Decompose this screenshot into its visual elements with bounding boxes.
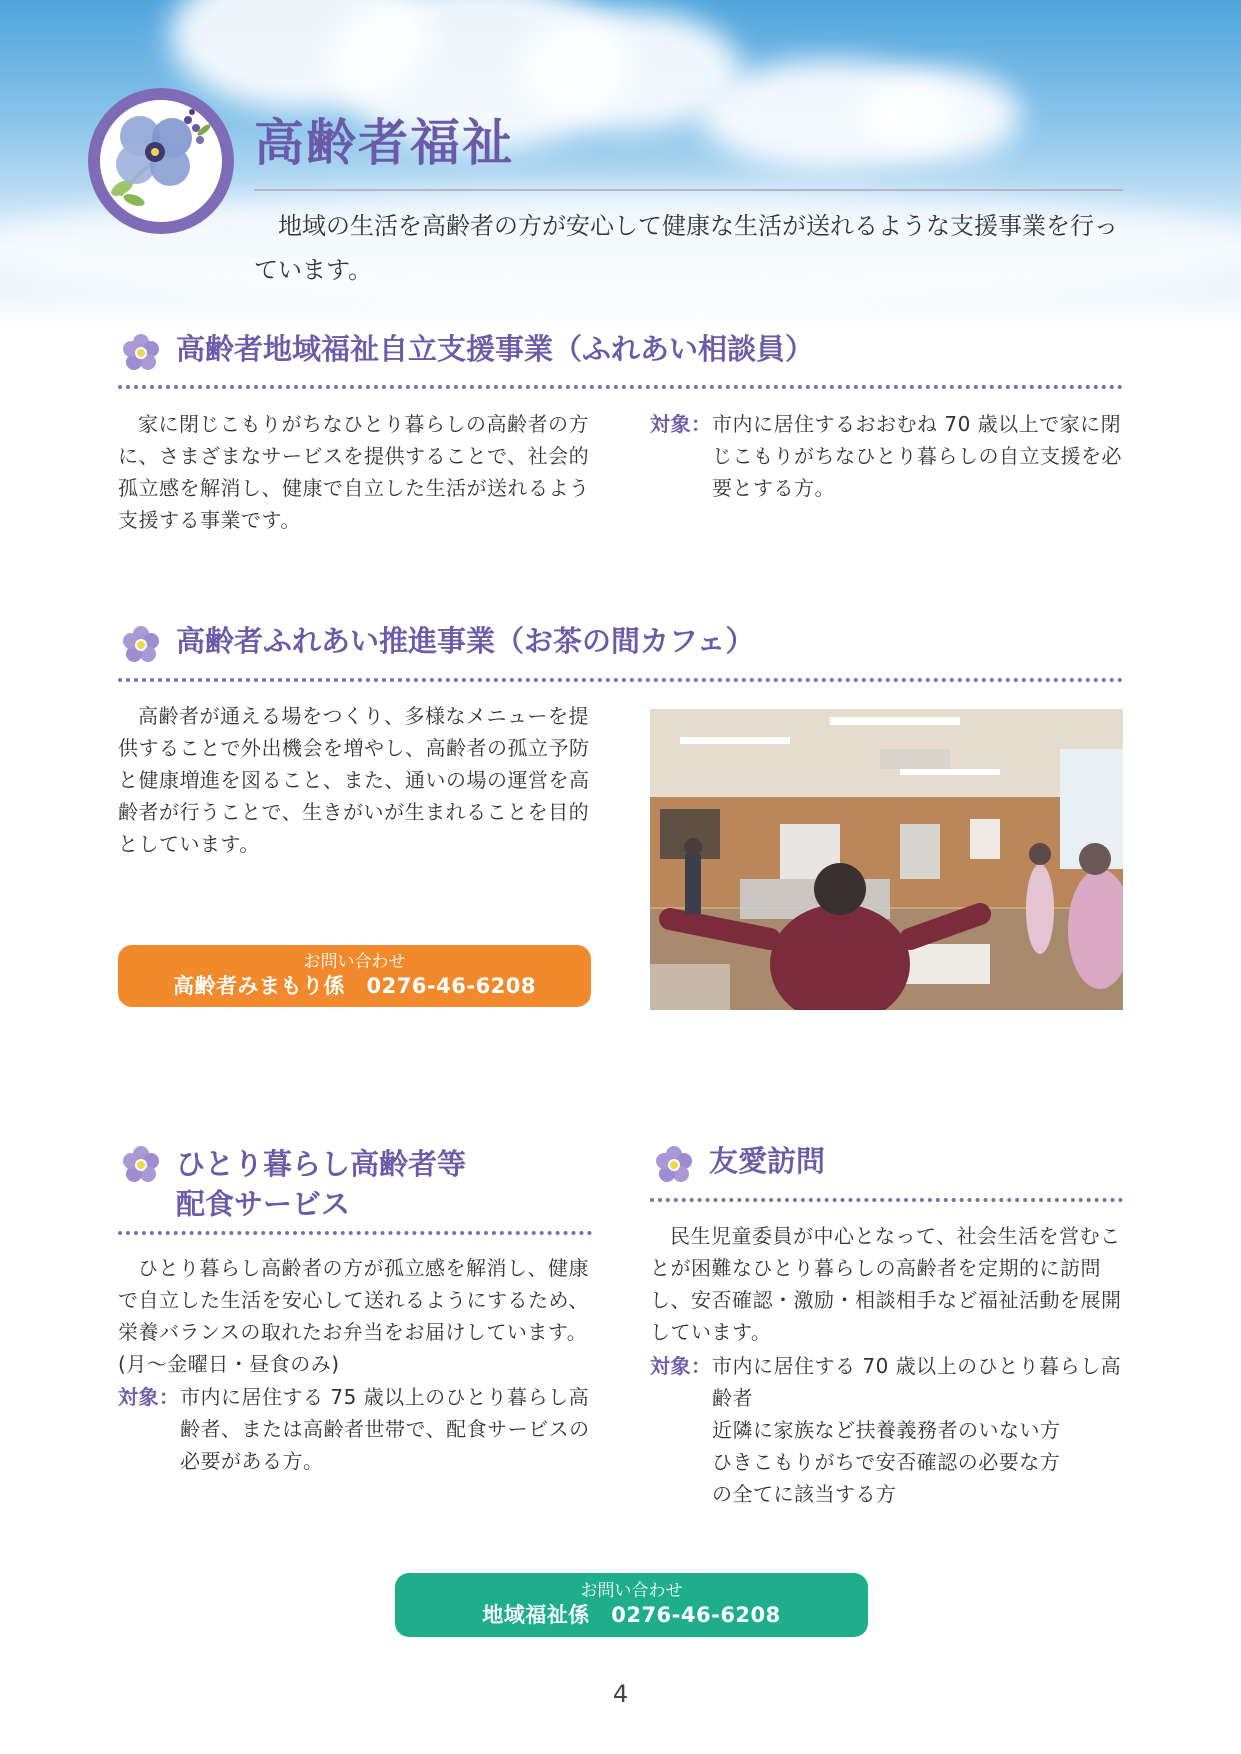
target-line: の全てに該当する方	[712, 1482, 897, 1506]
section-title: 高齢者地域福祉自立支援事業（ふれあい相談員）	[176, 332, 815, 366]
contact-box-mimamori	[118, 945, 591, 1007]
dotted-divider	[118, 1231, 592, 1235]
dotted-divider	[650, 1198, 1123, 1202]
dotted-divider	[118, 678, 1123, 682]
flower-illustration	[100, 100, 222, 222]
intro-text: 地域の生活を高齢者の方が安心して健康な生活が送れるような支援事業を行っています。	[254, 212, 1118, 284]
target-line: 市内に居住する 75 歳以上のひとり暮らし高齢者、または高齢者世帯で、配食サービスの必要がある方。	[180, 1385, 590, 1473]
section-title: 高齢者ふれあい推進事業（お茶の間カフェ）	[176, 624, 755, 658]
target-line: 近隣に家族など扶養義務者のいない方	[712, 1418, 1061, 1442]
section-header-fureai-soudanin	[120, 332, 814, 374]
target-label: 対象：	[650, 412, 712, 436]
target-block	[650, 1350, 1124, 1510]
violet-bullet-icon	[120, 624, 162, 666]
section-title: 友愛訪問	[709, 1144, 826, 1178]
page-title: 高齢者福祉	[254, 114, 514, 172]
section-body: 民生児童委員が中心となって、社会生活を営むことが困難なひとり暮らしの高齢者を定期的に訪問し、安否確認・激励・相談相手など福祉活動を展開しています。	[650, 1224, 1122, 1344]
violet-bullet-icon	[120, 1144, 162, 1186]
target-line: 市内に居住するおおむね 70 歳以上で家に閉じこもりがちなひとり暮らしの自立支援を必要とする方。	[712, 412, 1122, 500]
target-block	[118, 1381, 592, 1477]
violet-bullet-icon	[120, 332, 162, 374]
section-body: ひとり暮らし高齢者の方が孤立感を解消し、健康で自立した生活を安心して送れるようにするため、栄養バランスの取れたお弁当をお届けしています。(月～金曜日・昼食のみ)	[118, 1256, 589, 1376]
contact-label: お問い合わせ	[303, 952, 406, 972]
page-number: 4	[612, 1680, 629, 1708]
section-body: 高齢者が通える場をつくり、多様なメニューを提供することで外出機会を増やし、高齢者の孤立予防と健康増進を図ること、また、通いの場の運営を高齢者が行うことで、生きがいが生まれることを目的としています。	[118, 704, 590, 856]
violet-flower-emblem	[88, 88, 234, 234]
target-line: ひきこもりがちで安否確認の必要な方	[712, 1450, 1061, 1474]
contact-phone: 地域福祉係 0276-46-6208	[482, 1603, 781, 1627]
target-block	[650, 408, 1124, 504]
title-divider	[254, 189, 1123, 191]
contact-label: お問い合わせ	[580, 1581, 683, 1601]
target-line: 市内に居住する 70 歳以上のひとり暮らし高齢者	[712, 1354, 1122, 1410]
target-label: 対象：	[650, 1354, 712, 1378]
section-title: ひとり暮らし高齢者等 配食サービス	[176, 1147, 467, 1221]
dotted-divider	[118, 385, 1123, 389]
section-header-yuai-houmon	[653, 1144, 825, 1186]
violet-bullet-icon	[653, 1144, 695, 1186]
contact-phone: 高齢者みまもり係 0276-46-6208	[172, 974, 537, 998]
target-label: 対象：	[118, 1385, 180, 1409]
cafe-exercise-photo	[650, 709, 1123, 1010]
section-header-haishoku	[120, 1144, 466, 1224]
section-header-ochanoma-cafe	[120, 624, 755, 666]
section-body: 家に閉じこもりがちなひとり暮らしの高齢者の方に、さまざまなサービスを提供することで、社会的孤立感を解消し、健康で自立した生活が送れるよう支援する事業です。	[118, 412, 590, 532]
contact-box-chiiki-fukushi	[395, 1573, 868, 1637]
